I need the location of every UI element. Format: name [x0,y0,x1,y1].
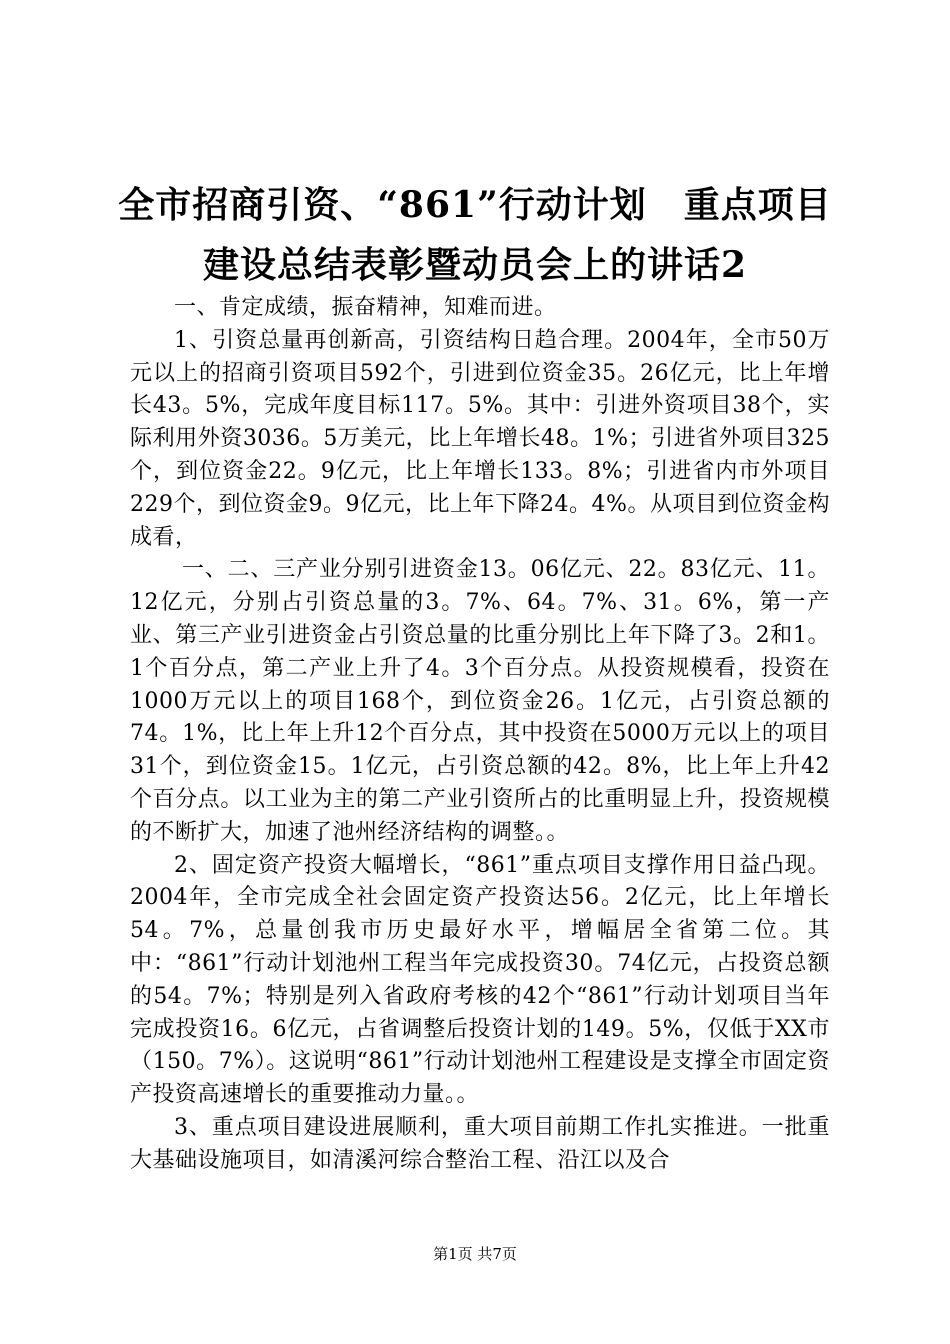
document-title-line-2: 建设总结表彰暨动员会上的讲话2 [202,244,748,286]
page-number-footer: 第1页 共7页 [433,1245,517,1263]
paragraph-industry-structure: 一、二、三产业分别引进资金13。06亿元、22。83亿元、11。12亿元，分别占引资总量的3。7%、64。7%、31。6%，第一产业、第三产业引进资金占引资总量的比重分别比上年下降了3。2和1。1个百分点，第二产业上升了4。3个百分点。从投资规模看，投资在1000万元以上的项目168个，到位资金26。1亿元，占引资总额的74。1%，比上年上升12个百分点，其中投资在5000万元以上的项目31个，到位资金15。1亿元，占引资总额的42。8%，比上年上升42个百分点。以工业为主的第二产业引资所占的比重明显上升，投资规模的不断扩大，加速了池州经济结构的调整。。 [130,557,830,845]
paragraph-fixed-assets: 2、固定资产投资大幅增长，“861”重点项目支撑作用日益凸现。2004年，全市完成全社会固定资产投资达56。2亿元，比上年增长54。7%，总量创我市历史最好水平，增幅居全省第二位。其中：“861”行动计划池州工程当年完成投资30。74亿元，占投资总额的54。7%；特别是列入省政府考核的42个“861”行动计划项目当年完成投资16。6亿元，占省调整后投资计划的149。5%，仅低于XX市（150。7%）。这说明“861”行动计划池州工程建设是支撑全市固定资产投资高速增长的重要推动力量。。 [130,852,830,1108]
paragraph-key-projects: 3、重点项目建设进展顺利，重大项目前期工作扎实推进。一批重大基础设施项目，如清溪河综合整治工程、沿江以及合 [130,1114,830,1173]
document-body [130,292,830,1178]
paragraph-investment-total: 1、引资总量再创新高，引资结构日趋合理。2004年，全市50万元以上的招商引资项目592个，引进到位资金35。26亿元，比上年增长43。5%，完成年度目标117。5%。其中：引进外资项目38个，实际利用外资3036。5万美元，比上年增长48。1%；引进省外项目325个，到位资金22。9亿元，比上年增长133。8%；引进省内市外项目229个，到位资金9。9亿元，比上年下降24。4%。从项目到位资金构成看， [130,327,830,550]
document-title-line-1: 全市招商引资、“861”行动计划 重点项目 [118,184,832,226]
section-heading: 一、肯定成绩，振奋精神，知难而进。 [174,295,557,320]
